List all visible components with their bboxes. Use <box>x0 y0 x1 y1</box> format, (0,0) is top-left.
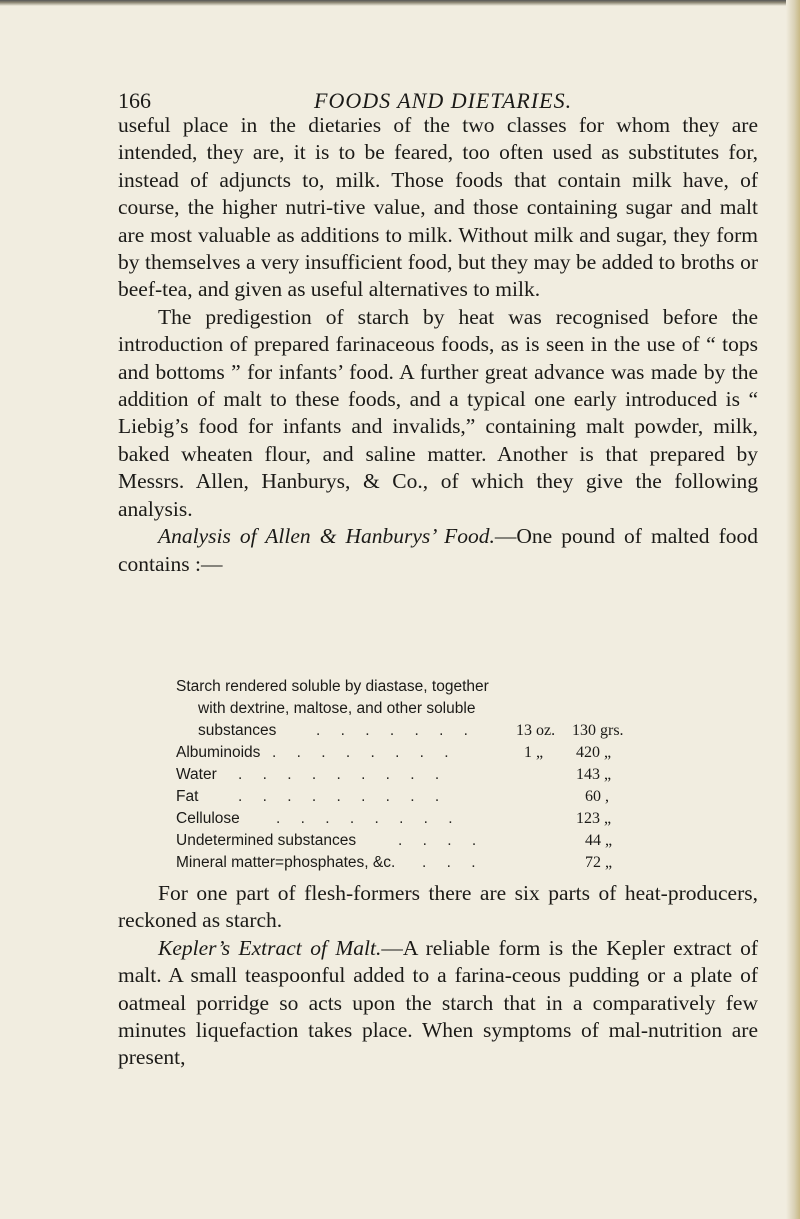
leader-dots: . . . . . . . . . <box>238 788 448 805</box>
table-row <box>176 852 736 874</box>
analysis-table <box>176 676 736 874</box>
row-label: Undetermined substances <box>176 832 357 849</box>
kepler-heading-italic: Kepler’s Extract of Malt. <box>158 935 382 960</box>
row-label: Cellulose <box>176 810 240 827</box>
page-right-edge <box>786 0 800 1219</box>
table-row <box>176 764 736 786</box>
table-row <box>176 676 736 698</box>
row-ounces: 1 „ <box>524 744 544 761</box>
table-row <box>176 830 736 852</box>
leader-dots: . . . . . . . . <box>276 810 461 827</box>
table-row <box>176 742 736 764</box>
row-grains: 420 „ <box>576 744 612 761</box>
leader-dots: . . . . <box>398 832 485 849</box>
paragraph-1: useful place in the dietaries of the two classes for whom they are intended, they are, it is to be feared, too often used as substitutes for, instead of adjuncts to, milk. Those foods that contain milk have, of course, the higher nutri-tive value, and those containing sugar and malt are most valuable as additions to milk. Without milk and sugar, they form by themselves a very insufficient food, but they may be added to broths or beef-tea, and given as useful alternatives to milk. <box>118 113 758 302</box>
leader-dots: . . . . . . . <box>316 722 476 739</box>
paragraph-flesh-formers: For one part of flesh-formers there are six parts of heat-producers, reckoned as starch. <box>118 881 758 933</box>
kepler-text: —A reliable form is the Kepler extract of malt. A small teaspoonful added to a farina-ceous pudding or a plate of oatmeal porridge so acts upon the starch that in a comparatively few minutes liquefaction takes place. When symptoms of mal-nutrition are present, <box>118 935 758 1070</box>
leader-dots: . . . . . . . . <box>272 744 457 761</box>
analysis-heading-italic: Analysis of Allen & Hanburys’ Food. <box>158 524 495 549</box>
leader-dots: . . . . . . . . . <box>238 766 448 783</box>
page-number: 166 <box>118 88 151 113</box>
page-top-edge <box>0 0 800 6</box>
row-label: Mineral matter=phosphates, &c. <box>176 854 396 871</box>
row-label: Albuminoids <box>176 744 261 761</box>
table-row <box>176 720 736 742</box>
running-title: FOODS AND DIETARIES. <box>314 88 573 113</box>
body-text-bottom <box>118 880 758 1072</box>
body-text-top <box>118 112 758 578</box>
row-grains: 72 „ <box>585 854 613 871</box>
table-row <box>176 808 736 830</box>
table-row <box>176 698 736 720</box>
row-label: Fat <box>176 788 199 805</box>
row-grains: 60 , <box>585 788 609 805</box>
row-label: Starch rendered soluble by diastase, together <box>176 678 489 695</box>
analysis-heading-rest: —One pound of malted food contains :— <box>118 524 758 576</box>
row-label: with dextrine, maltose, and other soluble <box>198 700 476 717</box>
row-grains: 143 „ <box>576 766 612 783</box>
row-label: Water <box>176 766 217 783</box>
table-row <box>176 786 736 808</box>
leader-dots: . . . <box>422 854 484 871</box>
analysis-heading <box>118 523 758 578</box>
paragraph-2: The predigestion of starch by heat was recognised before the introduction of prepared farinaceous foods, as is seen in the use of “ tops and bottoms ” for infants’ food. A further great advance was made by the addition of malt to these foods, and a typical one early introduced is “ Liebig’s food for infants and invalids,” containing malt powder, milk, baked wheaten flour, and saline matter. Another is that prepared by Messrs. Allen, Hanburys, & Co., of which they give the following analysis. <box>118 304 758 521</box>
row-label: substances <box>198 722 277 739</box>
row-ounces: 13 oz. <box>516 722 556 739</box>
row-grains: 130 grs. <box>572 722 624 739</box>
row-grains: 44 „ <box>585 832 613 849</box>
paragraph-kepler <box>118 935 758 1072</box>
row-grains: 123 „ <box>576 810 612 827</box>
